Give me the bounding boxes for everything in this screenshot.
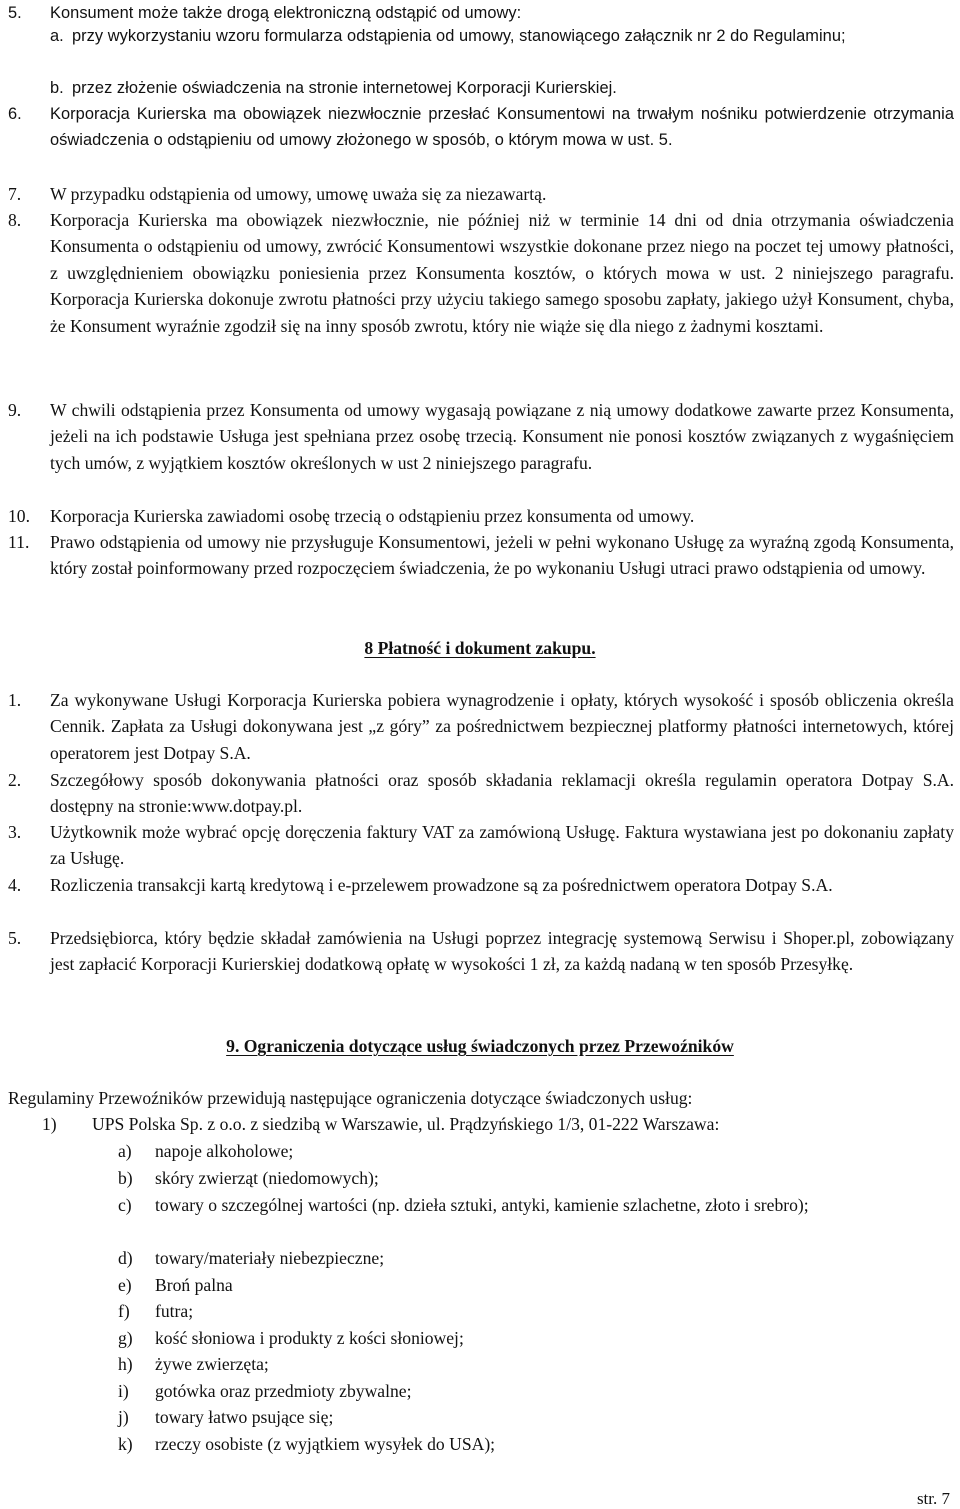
carrier-item xyxy=(42,1111,719,1137)
item-text: towary łatwo psujące się; xyxy=(155,1407,334,1427)
item-text: W przypadku odstąpienia od umowy, umowę uważa się za niezawartą. xyxy=(50,184,547,204)
item-text: Przedsiębiorca, który będzie składał zamówienia na Usługi poprzez integrację systemową Serwisu i Shoper.pl, zobowiązany jest zapłacić Korporacji Kurierskiej dodatkową opłatę w wysokości 1 zł, za każdą nadaną w ten sposób Przesyłkę. xyxy=(50,928,954,975)
list-item xyxy=(8,872,954,898)
item-text: Za wykonywane Usługi Korporacja Kurierska pobiera wynagrodzenie i opłaty, których wysokość i sposób obliczenia określa Cennik. Zapłata za Usługi dokonywana jest „z góry” za pośrednictwem bezpiecznej platformy płatności internetowych, której operatorem jest Dotpay S.A. xyxy=(50,690,954,763)
item-text: skóry zwierząt (niedomowych); xyxy=(155,1168,379,1188)
list-item xyxy=(8,687,954,766)
item-text: rzeczy osobiste (z wyjątkiem wysyłek do USA); xyxy=(155,1434,496,1454)
restriction-item xyxy=(118,1272,944,1298)
item-letter: e) xyxy=(118,1275,132,1295)
item-letter: b. xyxy=(50,79,64,97)
item-letter: f) xyxy=(118,1301,130,1321)
item-letter: h) xyxy=(118,1354,133,1374)
item-text: Korporacja Kurierska ma obowiązek niezwłocznie przesłać Konsumentowi na trwałym nośniku potwierdzenie otrzymania oświadczenia o odstąpieniu od umowy złożonego w sposób, o którym mowa w ust. 5. xyxy=(50,105,954,150)
item-text: towary o szczególnej wartości (np. dzieła sztuki, antyki, kamienie szlachetne, złoto i srebro); xyxy=(155,1195,809,1215)
item-number: 2. xyxy=(8,770,22,790)
item-letter: j) xyxy=(118,1407,129,1427)
item-letter: a. xyxy=(50,27,64,45)
item-number: 7. xyxy=(8,184,22,204)
list-item xyxy=(8,925,954,978)
restriction-item xyxy=(118,1298,944,1324)
item-text: Prawo odstąpienia od umowy nie przysługuje Konsumentowi, jeżeli w pełni wykonano Usługę za wyraźną zgodą Konsumenta, który został poinformowany przed rozpoczęciem świadczenia, że po wykonaniu Usługi utraci prawo odstąpienia od umowy. xyxy=(50,532,954,579)
item-text: gotówka oraz przedmioty zbywalne; xyxy=(155,1381,412,1401)
restriction-item xyxy=(118,1325,944,1351)
list-item xyxy=(8,181,954,207)
item-number: 6. xyxy=(8,105,22,123)
list-item xyxy=(8,397,954,476)
list-item xyxy=(8,767,954,820)
item-number: 3. xyxy=(8,822,22,842)
section-heading: 9. Ograniczenia dotyczące usług świadczonych przez Przewoźników xyxy=(226,1036,734,1056)
item-text: futra; xyxy=(155,1301,194,1321)
item-number: 9. xyxy=(8,400,22,420)
item-text: napoje alkoholowe; xyxy=(155,1141,294,1161)
item-letter: k) xyxy=(118,1434,133,1454)
item-number: 1) xyxy=(42,1114,57,1134)
restriction-item xyxy=(118,1351,944,1377)
item-text: przez złożenie oświadczenia na stronie internetowej Korporacji Kurierskiej. xyxy=(72,79,617,97)
item-text: Korporacja Kurierska ma obowiązek niezwłocznie, nie później niż w terminie 14 dni od dnia otrzymania oświadczenia Konsumenta o odstąpieniu od umowy, zwrócić Konsumentowi wszystkie dokonane przez niego na poczet tej umowy płatności, z uwzględnieniem obowiązku poniesienia przez Konsumenta kosztów, o których mowa w ust. 2 niniejszego paragrafu. Korporacja Kurierska dokonuje zwrotu płatności przy użyciu takiego samego sposobu zapłaty, jakiego użył Konsument, chyba, że Konsument wyraźnie zgodził się na inny sposób zwrotu, który nie wiąże się dla niego z żadnymi kosztami. xyxy=(50,210,954,336)
page-number: str. 7 xyxy=(916,1489,950,1508)
item-text: UPS Polska Sp. z o.o. z siedzibą w Warszawie, ul. Prądzyńskiego 1/3, 01-222 Warszawa: xyxy=(92,1114,720,1134)
item-letter: i) xyxy=(118,1381,129,1401)
list-item xyxy=(8,529,954,582)
item-number: 5. xyxy=(8,4,22,22)
item-number: 10. xyxy=(8,506,30,526)
item-letter: d) xyxy=(118,1248,133,1268)
list-item xyxy=(8,101,954,154)
list-item xyxy=(8,503,954,529)
section-heading: 8 Płatność i dokument zakupu. xyxy=(364,638,596,658)
item-text: Korporacja Kurierska zawiadomi osobę trzecią o odstąpieniu przez konsumenta od umowy. xyxy=(50,506,695,526)
item-number: 5. xyxy=(8,928,22,948)
item-letter: b) xyxy=(118,1168,133,1188)
intro-paragraph: Regulaminy Przewoźników przewidują następujące ograniczenia dotyczące świadczonych usług: xyxy=(8,1088,693,1108)
item-text: Konsument może także drogą elektroniczną odstąpić od umowy: xyxy=(50,4,522,22)
restriction-item xyxy=(118,1404,944,1430)
item-text: Broń palna xyxy=(155,1275,233,1295)
list-item xyxy=(8,207,954,339)
sub-list-item xyxy=(50,23,950,49)
item-text: W chwili odstąpienia przez Konsumenta od umowy wygasają powiązane z nią umowy dodatkowe zawarte przez Konsumenta, jeżeli na ich podstawie Usługa jest spełniana przez osobę trzecią. Konsument nie ponosi kosztów związanych z wygaśnięciem tych umów, z wyjątkiem kosztów określonych w ust 2 niniejszego paragrafu. xyxy=(50,400,954,473)
item-text: żywe zwierzęta; xyxy=(155,1354,269,1374)
item-text: kość słoniowa i produkty z kości słoniowej; xyxy=(155,1328,464,1348)
sub-list-item xyxy=(50,75,950,101)
restriction-item xyxy=(118,1192,944,1218)
item-text: towary/materiały niebezpieczne; xyxy=(155,1248,385,1268)
item-letter: c) xyxy=(118,1195,132,1215)
item-number: 1. xyxy=(8,690,22,710)
item-text: przy wykorzystaniu wzoru formularza odstąpienia od umowy, stanowiącego załącznik nr 2 do Regulaminu; xyxy=(72,27,846,45)
item-text: Rozliczenia transakcji kartą kredytową i e-przelewem prowadzone są za pośrednictwem operatora Dotpay S.A. xyxy=(50,875,833,895)
restriction-item xyxy=(118,1138,944,1164)
restriction-item xyxy=(118,1165,944,1191)
item-number: 11. xyxy=(8,532,30,552)
restriction-item xyxy=(118,1378,944,1404)
item-number: 8. xyxy=(8,210,22,230)
item-letter: g) xyxy=(118,1328,133,1348)
item-text: Szczegółowy sposób dokonywania płatności oraz sposób składania reklamacji określa regulamin operatora Dotpay S.A. dostępny na stronie:www.dotpay.pl. xyxy=(50,770,954,817)
item-number: 4. xyxy=(8,875,22,895)
restriction-item xyxy=(118,1431,944,1457)
item-letter: a) xyxy=(118,1141,132,1161)
list-item xyxy=(8,819,954,872)
restriction-item xyxy=(118,1245,944,1271)
item-text: Użytkownik może wybrać opcję doręczenia faktury VAT za zamówioną Usługę. Faktura wystawiana jest po dokonaniu zapłaty za Usługę. xyxy=(50,822,954,869)
